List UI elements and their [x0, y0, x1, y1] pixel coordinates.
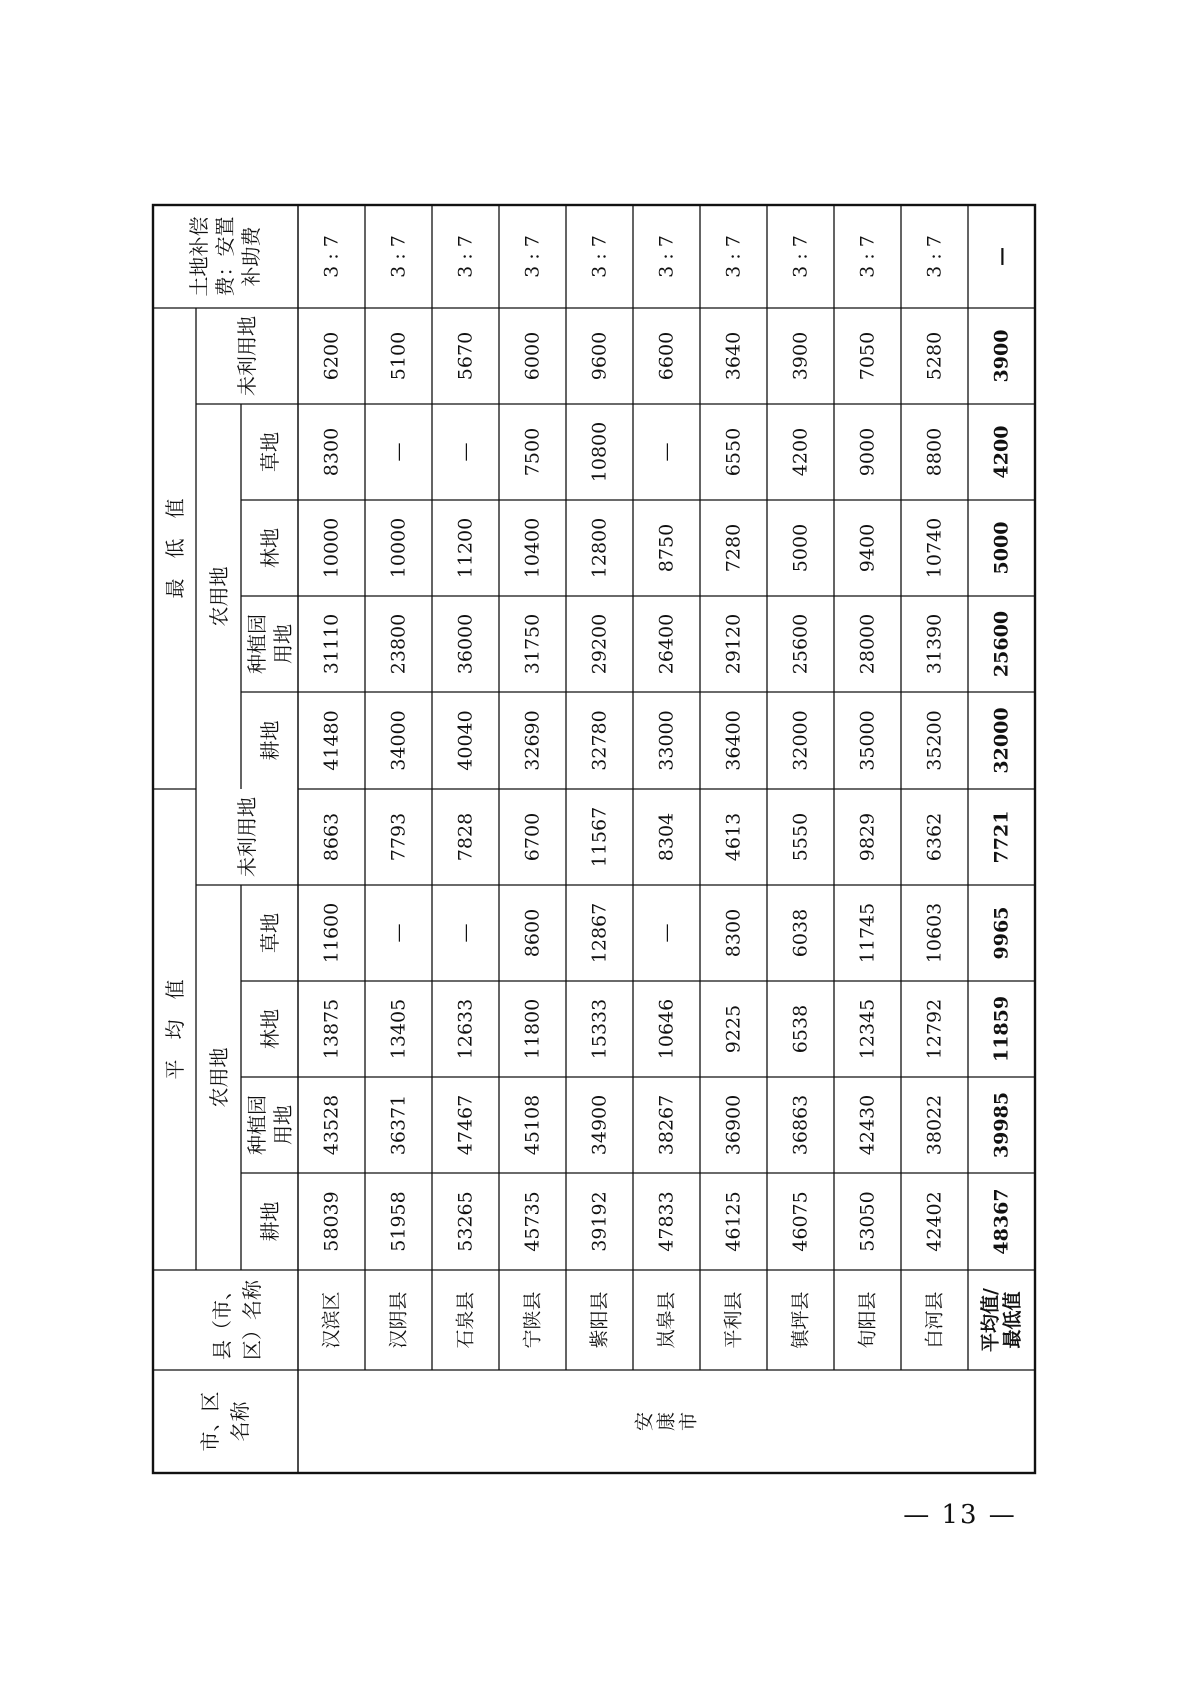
row-10-avg-unused: 6362 [923, 812, 946, 862]
row-7-county: 平利县 [722, 1291, 745, 1349]
min-grass-header: 草地 [258, 432, 282, 472]
row-8-avg-unused: 5550 [789, 812, 812, 862]
avg-orchard-header-line-2: 用地 [271, 1105, 295, 1145]
row-6-avg-grass: — [655, 923, 678, 943]
row-9-county: 旬阳县 [856, 1291, 879, 1349]
summary-min-orchard: 25600 [990, 610, 1013, 678]
row-1-avg-cultivated: 58039 [320, 1191, 343, 1252]
row-5-min-grass: 10800 [588, 421, 611, 483]
ratio-header-line-3: 补助费 [239, 226, 263, 287]
row-7-min-cultivated: 36400 [722, 710, 745, 771]
summary-min-unused: 3900 [990, 329, 1013, 383]
city-header-line-2: 名称 [228, 1401, 252, 1442]
row-2-avg-cultivated: 51958 [387, 1191, 410, 1252]
row-6-county: 岚皋县 [655, 1291, 678, 1349]
row-7-avg-orchard: 36900 [722, 1094, 745, 1156]
row-8-county: 镇坪县 [789, 1291, 812, 1349]
row-9-min-forest: 9400 [856, 523, 879, 573]
row-8-ratio: 3 : 7 [789, 235, 812, 278]
row-8-min-grass: 4200 [789, 427, 812, 477]
page-number: — 13 — [903, 1500, 1017, 1530]
row-10-avg-cultivated: 42402 [923, 1191, 946, 1252]
row-3-min-cultivated: 40040 [454, 710, 477, 771]
city-name-char-1: 安 [633, 1411, 656, 1432]
row-1-ratio: 3 : 7 [320, 235, 343, 278]
row-9-min-cultivated: 35000 [856, 710, 879, 771]
row-3-avg-grass: — [454, 923, 477, 943]
row-4-avg-unused: 6700 [521, 812, 544, 862]
county-header-line-2: 区）名称 [240, 1280, 264, 1360]
row-4-min-forest: 10400 [521, 517, 544, 579]
row-5-min-unused: 9600 [588, 331, 611, 381]
row-3-min-orchard: 36000 [454, 613, 477, 675]
row-7-min-forest: 7280 [722, 523, 745, 573]
min-orchard-header-line-2: 用地 [271, 624, 295, 664]
row-2-county: 汉阴县 [387, 1291, 410, 1349]
row-5-avg-unused: 11567 [588, 806, 611, 868]
row-1-avg-forest: 13875 [320, 998, 343, 1060]
row-10-min-grass: 8800 [923, 427, 946, 477]
row-1-min-grass: 8300 [320, 427, 343, 477]
row-1-avg-unused: 8663 [320, 812, 343, 862]
min-forest-header: 林地 [258, 528, 282, 568]
row-7-ratio: 3 : 7 [722, 235, 745, 278]
summary-min-cultivated: 32000 [990, 707, 1013, 774]
row-5-ratio: 3 : 7 [588, 235, 611, 278]
row-9-min-orchard: 28000 [856, 613, 879, 675]
row-3-min-grass: — [454, 442, 477, 462]
row-2-min-grass: — [387, 442, 410, 462]
row-7-min-unused: 3640 [722, 331, 745, 381]
row-1-avg-orchard: 43528 [320, 1094, 343, 1156]
row-6-avg-forest: 10646 [655, 998, 678, 1060]
row-10-ratio: 3 : 7 [923, 235, 946, 278]
avg-forest-header: 林地 [258, 1009, 282, 1049]
row-9-avg-forest: 12345 [856, 998, 879, 1060]
row-5-min-orchard: 29200 [588, 613, 611, 675]
min-unused-header: 未利用地 [235, 316, 259, 396]
ratio-header-line-2: 费：安置 [213, 216, 237, 297]
row-10-avg-forest: 12792 [923, 998, 946, 1060]
row-9-ratio: 3 : 7 [856, 235, 879, 278]
summary-county-label-line-1: 平均值/ [979, 1288, 1002, 1352]
summary-min-forest: 5000 [990, 521, 1013, 575]
row-6-min-grass: — [655, 442, 678, 462]
row-5-avg-forest: 15333 [588, 998, 611, 1060]
row-8-min-forest: 5000 [789, 523, 812, 573]
min-agri-header: 农用地 [207, 566, 231, 627]
row-6-min-unused: 6600 [655, 331, 678, 381]
min-cultivated-header: 耕地 [258, 720, 282, 761]
row-1-county: 汉滨区 [320, 1291, 343, 1349]
row-4-county: 宁陕县 [521, 1291, 544, 1349]
row-2-min-cultivated: 34000 [387, 710, 410, 771]
row-10-min-cultivated: 35200 [923, 710, 946, 771]
row-5-avg-cultivated: 39192 [588, 1191, 611, 1252]
row-1-min-cultivated: 41480 [320, 710, 343, 771]
city-name-char-3: 市 [677, 1411, 700, 1432]
row-6-ratio: 3 : 7 [655, 235, 678, 278]
row-4-avg-forest: 11800 [521, 998, 544, 1060]
row-3-min-forest: 11200 [454, 517, 477, 579]
min-orchard-header-line-1: 种植园 [245, 614, 269, 674]
row-8-avg-grass: 6038 [789, 908, 812, 958]
summary-avg-cultivated: 48367 [990, 1188, 1013, 1255]
row-9-min-grass: 9000 [856, 427, 879, 477]
row-4-ratio: 3 : 7 [521, 235, 544, 278]
row-6-min-forest: 8750 [655, 523, 678, 573]
row-8-min-cultivated: 32000 [789, 710, 812, 771]
summary-ratio: — [990, 247, 1013, 266]
row-7-avg-grass: 8300 [722, 908, 745, 958]
avg-agri-header: 农用地 [207, 1047, 231, 1108]
row-6-avg-unused: 8304 [655, 812, 678, 862]
avg-grass-header: 草地 [258, 913, 282, 953]
row-10-county: 白河县 [923, 1291, 946, 1349]
row-7-avg-unused: 4613 [722, 812, 745, 862]
row-8-avg-cultivated: 46075 [789, 1191, 812, 1252]
avg-orchard-header-line-1: 种植园 [245, 1095, 269, 1155]
row-4-min-unused: 6000 [521, 331, 544, 381]
row-2-avg-unused: 7793 [387, 812, 410, 862]
row-4-avg-grass: 8600 [521, 908, 544, 958]
row-7-avg-forest: 9225 [722, 1004, 745, 1054]
row-4-avg-cultivated: 45735 [521, 1191, 544, 1252]
row-1-avg-grass: 11600 [320, 902, 343, 964]
row-4-min-grass: 7500 [521, 427, 544, 477]
row-2-ratio: 3 : 7 [387, 235, 410, 278]
row-9-avg-unused: 9829 [856, 812, 879, 862]
row-6-min-orchard: 26400 [655, 613, 678, 675]
row-4-min-cultivated: 32690 [521, 710, 544, 771]
row-1-min-forest: 10000 [320, 517, 343, 579]
row-10-avg-orchard: 38022 [923, 1094, 946, 1156]
row-2-min-orchard: 23800 [387, 613, 410, 675]
row-1-min-unused: 6200 [320, 331, 343, 381]
row-1-min-orchard: 31110 [320, 613, 343, 675]
row-2-avg-orchard: 36371 [387, 1094, 410, 1156]
summary-avg-unused: 7721 [990, 810, 1013, 864]
row-10-min-forest: 10740 [923, 517, 946, 579]
row-9-avg-grass: 11745 [856, 902, 879, 964]
avg-cultivated-header: 耕地 [258, 1201, 282, 1242]
min-group-header: 最 低 值 [163, 498, 187, 599]
row-7-min-orchard: 29120 [722, 613, 745, 675]
row-3-county: 石泉县 [454, 1291, 477, 1349]
avg-group-header: 平 均 值 [163, 979, 187, 1080]
row-2-min-forest: 10000 [387, 517, 410, 579]
row-4-min-orchard: 31750 [521, 613, 544, 675]
row-9-avg-cultivated: 53050 [856, 1191, 879, 1252]
summary-avg-forest: 11859 [990, 995, 1013, 1063]
row-3-avg-orchard: 47467 [454, 1094, 477, 1156]
row-3-min-unused: 5670 [454, 331, 477, 381]
row-6-min-cultivated: 33000 [655, 710, 678, 771]
row-10-min-orchard: 31390 [923, 613, 946, 675]
summary-min-grass: 4200 [990, 425, 1013, 479]
summary-avg-orchard: 39985 [990, 1091, 1013, 1159]
avg-unused-header: 未利用地 [235, 797, 259, 877]
row-9-min-unused: 7050 [856, 331, 879, 381]
row-2-avg-grass: — [387, 923, 410, 943]
row-8-min-orchard: 25600 [789, 613, 812, 675]
row-2-avg-forest: 13405 [387, 998, 410, 1060]
row-7-avg-cultivated: 46125 [722, 1191, 745, 1252]
row-10-min-unused: 5280 [923, 331, 946, 381]
row-6-avg-cultivated: 47833 [655, 1191, 678, 1252]
city-name-char-2: 康 [655, 1411, 678, 1432]
row-3-avg-unused: 7828 [454, 812, 477, 862]
row-5-min-forest: 12800 [588, 517, 611, 579]
row-8-avg-orchard: 36863 [789, 1094, 812, 1156]
row-3-avg-forest: 12633 [454, 998, 477, 1060]
row-9-avg-orchard: 42430 [856, 1094, 879, 1156]
row-5-county: 紫阳县 [588, 1291, 611, 1349]
city-header-line-1: 市、区 [198, 1391, 222, 1452]
summary-avg-grass: 9965 [990, 906, 1013, 960]
row-7-min-grass: 6550 [722, 427, 745, 477]
summary-county-label-line-2: 最低值 [1001, 1291, 1024, 1349]
row-8-min-unused: 3900 [789, 331, 812, 381]
row-6-avg-orchard: 38267 [655, 1094, 678, 1156]
ratio-header-line-1: 土地补偿 [187, 216, 211, 297]
row-4-avg-orchard: 45108 [521, 1094, 544, 1156]
row-3-ratio: 3 : 7 [454, 235, 477, 278]
row-5-avg-grass: 12867 [588, 902, 611, 964]
row-8-avg-forest: 6538 [789, 1004, 812, 1054]
row-10-avg-grass: 10603 [923, 902, 946, 964]
row-3-avg-cultivated: 53265 [454, 1191, 477, 1252]
row-5-min-cultivated: 32780 [588, 710, 611, 771]
county-header-line-1: 县（市、 [210, 1280, 234, 1360]
row-5-avg-orchard: 34900 [588, 1094, 611, 1156]
row-2-min-unused: 5100 [387, 331, 410, 381]
